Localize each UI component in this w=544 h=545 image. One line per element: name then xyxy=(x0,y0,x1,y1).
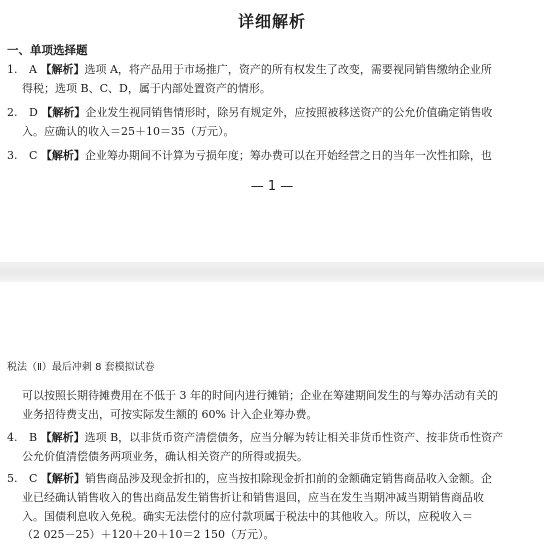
question-5-first-line xyxy=(7,472,492,486)
page-separator xyxy=(0,262,544,282)
document-title: 详细解析 xyxy=(237,12,306,31)
analysis-tag: 【解析】 xyxy=(41,106,86,119)
analysis-tag: 【解析】 xyxy=(40,149,85,162)
explanation-text: 入。应确认的收入＝25＋10＝35（万元）。 xyxy=(22,125,235,138)
explanation-text: 可以按照长期待摊费用在不低于 3 年的时间内进行摊销；企业在筹建期间发生的与筹办活动有关的 xyxy=(22,389,498,402)
answer-letter: B xyxy=(29,431,38,444)
answer-letter: A xyxy=(29,63,37,76)
question-1-first-line xyxy=(7,63,492,77)
document-page-1 xyxy=(0,0,544,262)
answer-letter: C xyxy=(29,472,38,485)
running-header: 税法（Ⅱ）最后冲刺 8 套模拟试卷 xyxy=(7,362,155,373)
question-number: 3. xyxy=(7,149,18,162)
page-number: — 1 — xyxy=(250,179,294,194)
question-number: 1. xyxy=(7,63,18,76)
analysis-tag: 【解析】 xyxy=(40,63,85,76)
question-3-first-line xyxy=(7,149,492,163)
explanation-text: 销售商品涉及现金折扣的，应当按扣除现金折扣前的金额确定销售商品收入金额。企 xyxy=(84,472,492,485)
explanation-text: 业已经确认销售收入的售出商品发生销售折让和销售退回，应当在发生当期冲减当期销售商品收 xyxy=(22,491,484,504)
analysis-tag: 【解析】 xyxy=(40,472,85,485)
question-number: 4. xyxy=(7,431,18,444)
explanation-text: 入。国债利息收入免税。确实无法偿付的应付款项属于税法中的其他收入。所以，应税收入＝ xyxy=(22,510,473,523)
explanation-text: 企业筹办期间不计算为亏损年度；筹办费可以在开始经营之日的当年一次性扣除，也 xyxy=(84,149,492,162)
explanation-text: 选项 B，以非货币资产清偿债务，应当分解为转让相关非货币性资产、按非货币性资产 xyxy=(84,431,504,444)
answer-letter: C xyxy=(29,149,38,162)
question-2-first-line xyxy=(7,106,492,120)
explanation-text: 公允价值清偿债务两项业务，确认相关资产的所得或损失。 xyxy=(22,450,308,463)
question-number: 5. xyxy=(7,472,18,485)
question-number: 2. xyxy=(7,106,18,119)
explanation-text: 得税；选项 B、C、D，属于内部处置资产的情形。 xyxy=(22,82,271,95)
explanation-text: 业务招待费支出，可按实际发生额的 60% 计入企业筹办费。 xyxy=(22,408,318,421)
section-title: 一、单项选择题 xyxy=(7,43,88,57)
question-4-first-line xyxy=(7,431,503,445)
analysis-tag: 【解析】 xyxy=(40,431,85,444)
answer-letter: D xyxy=(29,106,38,119)
explanation-text: （2 025－25）＋120＋20＋10＝2 150（万元）。 xyxy=(22,528,275,541)
explanation-text: 选项 A，将产品用于市场推广，资产的所有权发生了改变，需要视同销售缴纳企业所 xyxy=(84,63,492,76)
explanation-text: 企业发生视同销售情形时，除另有规定外，应按照被移送资产的公允价值确定销售收 xyxy=(85,106,493,119)
